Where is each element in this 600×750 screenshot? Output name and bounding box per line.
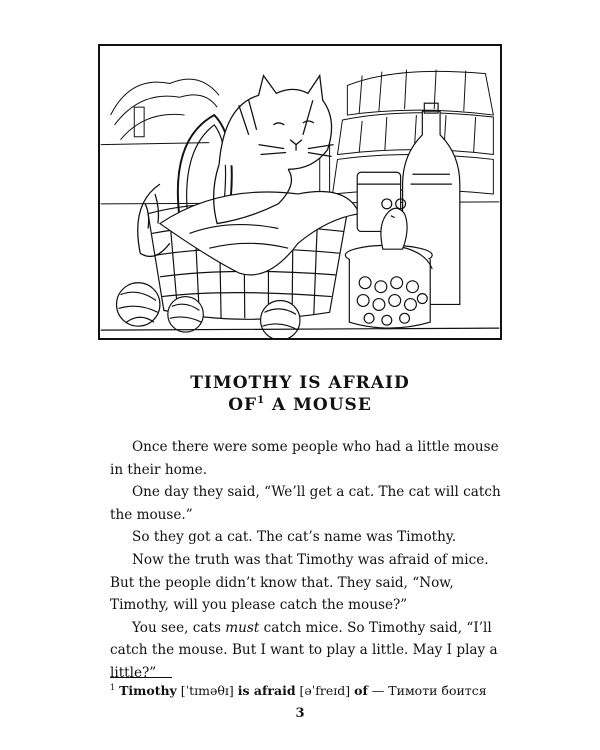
paragraph: You see, cats must catch mice. So Timothy said, “I’ll catch the mouse. But I want to play a little. May I play a little?”: [110, 619, 498, 681]
emphasized-word: must: [225, 619, 260, 636]
paragraph: Once there were some people who had a little mouse in their home.: [110, 439, 499, 478]
story-body: [110, 436, 510, 685]
title-line-1: TIMOTHY IS AFRAID: [190, 373, 410, 393]
paragraph: One day they said, “We’ll get a cat. The cat will catch the mouse.”: [110, 484, 501, 523]
title-line-2-rest: A MOUSE: [265, 395, 372, 415]
paragraph: So they got a cat. The cat’s name was Timothy.: [132, 529, 457, 546]
footnote: $^1$ Timothy [ˈtɪməθɪ] is afraid [əˈfreɪd] of — Тимоти боится: [110, 683, 487, 698]
title-line-2: [0, 394, 600, 416]
footnote-divider: [110, 677, 172, 678]
page-number: 3: [295, 706, 305, 721]
footnote-number: 1: [110, 683, 116, 692]
title-word-of: OF: [228, 395, 258, 415]
footnote-reference: 1: [257, 395, 266, 406]
cat-and-mouse-illustration: [98, 44, 502, 340]
story-title: [0, 372, 600, 416]
paragraph: Now the truth was that Timothy was afraid of mice. But the people didn’t know that. They said, “Now, Timothy, will you please catch the mouse?”: [110, 551, 489, 614]
